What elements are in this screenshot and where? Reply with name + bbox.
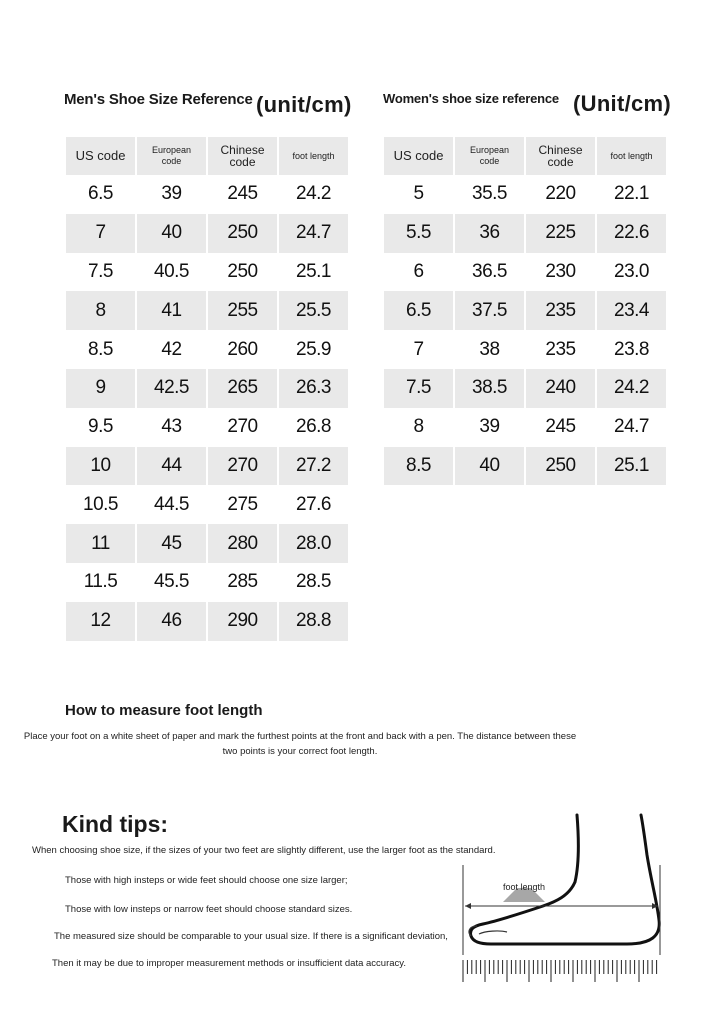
table-row	[66, 369, 348, 408]
cell: 12	[66, 602, 136, 641]
cell: 11	[66, 524, 136, 563]
cell: 23.8	[596, 330, 666, 369]
table-row	[66, 485, 348, 524]
table-row	[384, 408, 666, 447]
cell: 6.5	[66, 175, 136, 214]
cell: 28.8	[278, 602, 348, 641]
table-row	[66, 330, 348, 369]
foot-outline	[471, 815, 660, 944]
women-size-table	[384, 137, 666, 485]
tip-line-1: When choosing shoe size, if the sizes of your two feet are slightly different, use the larger foot as the standard.	[32, 845, 496, 856]
cell: 6	[384, 253, 454, 292]
table-row	[384, 253, 666, 292]
cell: 27.2	[278, 447, 348, 486]
cell: 28.5	[278, 563, 348, 602]
table-row	[66, 602, 348, 641]
cell: 45.5	[136, 563, 207, 602]
header-foot-length: foot length	[278, 137, 348, 175]
cell: 5.5	[384, 214, 454, 253]
cell: 37.5	[454, 291, 525, 330]
cell: 10.5	[66, 485, 136, 524]
ruler	[463, 960, 657, 982]
cell: 265	[207, 369, 278, 408]
foot-ruler-illustration-icon	[455, 810, 670, 990]
cell: 235	[525, 291, 596, 330]
header-foot-length: foot length	[596, 137, 666, 175]
cell: 23.0	[596, 253, 666, 292]
cell: 285	[207, 563, 278, 602]
cell: 23.4	[596, 291, 666, 330]
tip-line-3: Those with low insteps or narrow feet should choose standard sizes.	[65, 904, 353, 915]
cell: 24.2	[278, 175, 348, 214]
cell: 24.7	[596, 408, 666, 447]
table-row	[384, 291, 666, 330]
cell: 8	[66, 291, 136, 330]
cell: 270	[207, 408, 278, 447]
cell: 24.7	[278, 214, 348, 253]
men-unit-label: (unit/cm)	[256, 92, 352, 117]
header-chinese-code: Chinese code	[525, 137, 596, 175]
table-row	[66, 524, 348, 563]
cell: 22.1	[596, 175, 666, 214]
cell: 42	[136, 330, 207, 369]
cell: 8	[384, 408, 454, 447]
table-row	[66, 447, 348, 486]
table-row	[66, 175, 348, 214]
cell: 250	[207, 253, 278, 292]
cell: 45	[136, 524, 207, 563]
cell: 26.3	[278, 369, 348, 408]
cell: 7.5	[66, 253, 136, 292]
cell: 225	[525, 214, 596, 253]
table-row	[384, 447, 666, 486]
cell: 250	[525, 447, 596, 486]
measure-title: How to measure foot length	[65, 702, 263, 719]
header-us-code: US code	[384, 137, 454, 175]
table-row	[384, 175, 666, 214]
header-european-code: European code	[136, 137, 207, 175]
cell: 11.5	[66, 563, 136, 602]
cell: 28.0	[278, 524, 348, 563]
cell: 280	[207, 524, 278, 563]
cell: 5	[384, 175, 454, 214]
cell: 25.1	[278, 253, 348, 292]
cell: 39	[454, 408, 525, 447]
cell: 255	[207, 291, 278, 330]
cell: 25.9	[278, 330, 348, 369]
cell: 41	[136, 291, 207, 330]
cell: 43	[136, 408, 207, 447]
table-row	[384, 330, 666, 369]
header-us-code: US code	[66, 137, 136, 175]
tip-line-5: Then it may be due to improper measurement methods or insufficient data accuracy.	[52, 958, 406, 969]
cell: 24.2	[596, 369, 666, 408]
cell: 36	[454, 214, 525, 253]
cell: 35.5	[454, 175, 525, 214]
cell: 290	[207, 602, 278, 641]
table-row	[384, 214, 666, 253]
men-size-table	[66, 137, 348, 641]
table-row	[66, 563, 348, 602]
cell: 275	[207, 485, 278, 524]
cell: 44.5	[136, 485, 207, 524]
measure-text: Place your foot on a white sheet of paper and mark the furthest points at the front and back with a pen. The distance between these two points is your correct foot length.	[23, 731, 577, 757]
cell: 260	[207, 330, 278, 369]
cell: 26.8	[278, 408, 348, 447]
cell: 40.5	[136, 253, 207, 292]
table-row	[66, 291, 348, 330]
cell: 39	[136, 175, 207, 214]
men-table-title: Men's Shoe Size Reference	[64, 91, 253, 108]
tip-line-2: Those with high insteps or wide feet should choose one size larger;	[65, 875, 348, 886]
women-unit-label: (Unit/cm)	[573, 91, 672, 116]
men-table-header-row	[66, 137, 348, 175]
cell: 270	[207, 447, 278, 486]
cell: 25.1	[596, 447, 666, 486]
cell: 6.5	[384, 291, 454, 330]
table-row	[66, 214, 348, 253]
women-table-header-row	[384, 137, 666, 175]
cell: 46	[136, 602, 207, 641]
cell: 250	[207, 214, 278, 253]
cell: 7.5	[384, 369, 454, 408]
cell: 240	[525, 369, 596, 408]
header-chinese-code: Chinese code	[207, 137, 278, 175]
cell: 9.5	[66, 408, 136, 447]
cell: 245	[525, 408, 596, 447]
cell: 245	[207, 175, 278, 214]
cell: 220	[525, 175, 596, 214]
cell: 8.5	[66, 330, 136, 369]
table-row	[66, 408, 348, 447]
cell: 22.6	[596, 214, 666, 253]
table-row	[66, 253, 348, 292]
foot-length-label: foot length	[503, 882, 546, 892]
header-european-code: European code	[454, 137, 525, 175]
tip-line-4: The measured size should be comparable to your usual size. If there is a significant deviation,	[54, 931, 448, 942]
table-row	[384, 369, 666, 408]
cell: 235	[525, 330, 596, 369]
cell: 38.5	[454, 369, 525, 408]
cell: 10	[66, 447, 136, 486]
cell: 38	[454, 330, 525, 369]
cell: 7	[66, 214, 136, 253]
arrow-head-left	[465, 903, 471, 909]
women-table-title: Women's shoe size reference	[383, 91, 559, 106]
cell: 40	[454, 447, 525, 486]
cell: 230	[525, 253, 596, 292]
cell: 9	[66, 369, 136, 408]
cell: 44	[136, 447, 207, 486]
tips-title: Kind tips:	[62, 811, 169, 837]
cell: 7	[384, 330, 454, 369]
cell: 27.6	[278, 485, 348, 524]
cell: 25.5	[278, 291, 348, 330]
cell: 36.5	[454, 253, 525, 292]
cell: 8.5	[384, 447, 454, 486]
cell: 42.5	[136, 369, 207, 408]
cell: 40	[136, 214, 207, 253]
